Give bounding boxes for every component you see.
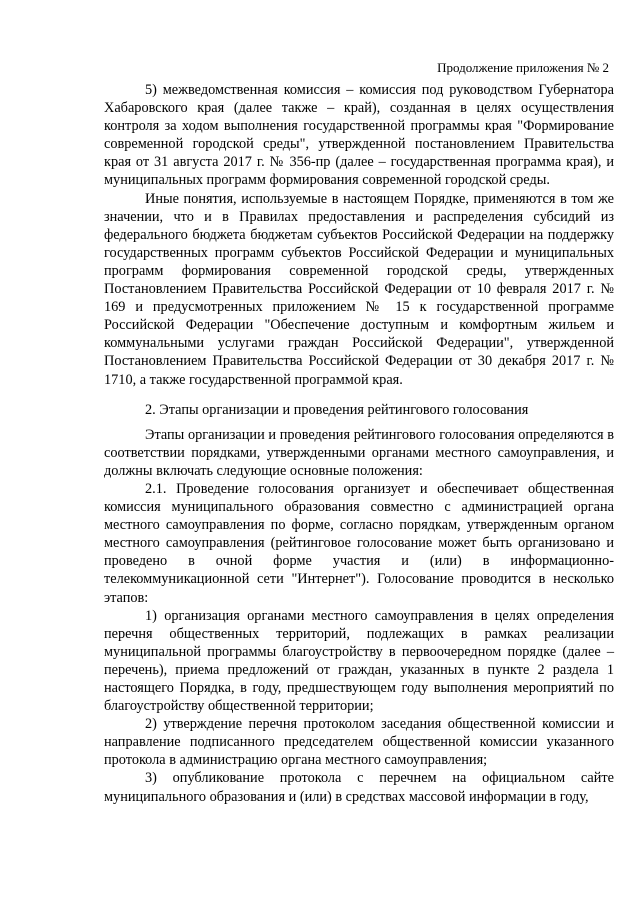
list-item-3: 3) опубликование протокола с перечнем на официальном сайте муниципального образования и (или) в средствах массовой информации в году, <box>104 770 614 805</box>
paragraph-other-concepts: Иные понятия, используемые в настоящем Порядке, применяются в том же значении, что и в Правилах предоставления и распределения субсидий из федерального бюджета бюджетам субъектов Российской Федерации на поддержку государственных программ субъектов Российской Федерации и муниципальных программ формирования современной городской среды, утвержденных Постановлением Правительства Российской Федерации от 10 февраля 2017 г. № 169 и предусмотренных приложением № 15 к государственной программе Российской Федерации "Обеспечение доступным и комфортным жильем и коммунальными услугами граждан Российской Федерации", утвержденной Постановлением Правительства Российской Федерации от 30 декабря 2017 г. № 1710, а также государственной программой края. <box>104 190 614 388</box>
list-item-1: 1) организация органами местного самоуправления в целях определения перечня общественных территорий, подлежащих в рамках реализации муниципальной программы благоустройству в первоочередном порядке (далее – перечень), приема предложений от граждан, указанных в пункте 2 раздела 1 настоящего Порядка, в году, предшествующем году выполнения мероприятий по благоустройству общественной территории; <box>104 607 614 715</box>
paragraph-2-1: 2.1. Проведение голосования организует и обеспечивает общественная комиссия муниципального образования совместно с администрацией органа местного самоуправления по форме, согласно порядкам, утвержденным органом местного самоуправления (рейтинговое голосование может быть организовано и проведено в очной форме участия и (или) в информационно-телекоммуникационной сети "Интернет"). Голосование проводится в несколько этапов: <box>104 480 614 606</box>
document-body <box>104 81 614 806</box>
paragraph-stages-intro: Этапы организации и проведения рейтингового голосования определяются в соответствии порядками, утвержденными органами местного самоуправления, и должны включать следующие основные положения: <box>104 426 614 479</box>
list-item-2: 2) утверждение перечня протоколом заседания общественной комиссии и направление подписанного председателем общественной комиссии указанного протокола в администрацию органа местного самоуправления; <box>104 716 614 769</box>
paragraph-definition-5: 5) межведомственная комиссия – комиссия под руководством Губернатора Хабаровского края (далее также – край), созданная в целях осуществления контроля за ходом выполнения государственной программы края "Формирование современной городской среды", утвержденной постановлением Правительства края от 31 августа 2017 г. № 356-пр (далее – государственная программа края), и муниципальных программ формирования современной городской среды. <box>104 82 614 189</box>
running-header: Продолжение приложения № 2 <box>437 60 609 75</box>
section-heading: 2. Этапы организации и проведения рейтингового голосования <box>145 401 529 418</box>
